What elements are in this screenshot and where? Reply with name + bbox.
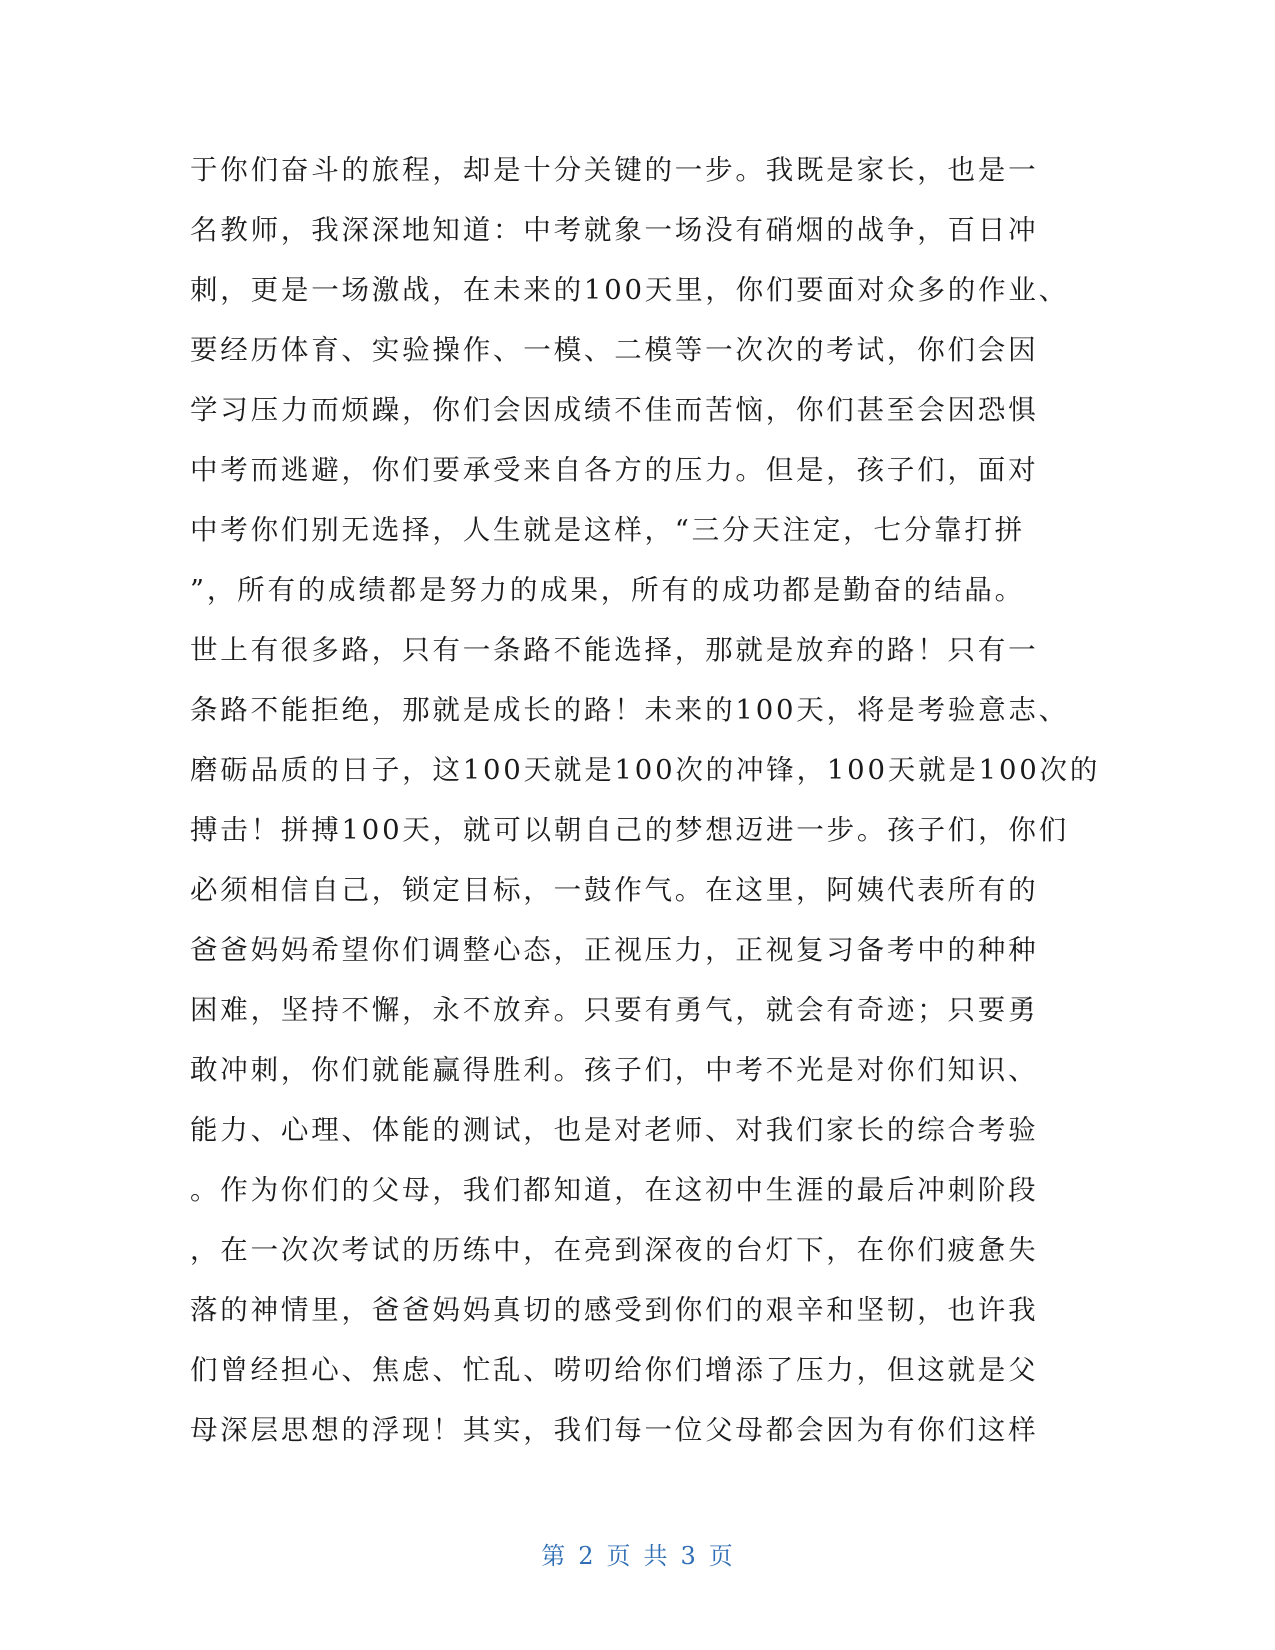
text-line-9: 世上有很多路，只有一条路不能选择，那就是放弃的路！只有一 xyxy=(190,634,1039,666)
text-line-11: 磨砺品质的日子，这100天就是100次的冲锋，100天就是100次的 xyxy=(190,754,1101,786)
text-line-12: 搏击！拼搏100天，就可以朝自己的梦想迈进一步。孩子们，你们 xyxy=(190,814,1069,846)
footer-suffix: 页 xyxy=(708,1542,734,1570)
text-line-19: ，在一次次考试的历练中，在亮到深夜的台灯下，在你们疲惫失 xyxy=(190,1234,1039,1266)
text-line-1: 于你们奋斗的旅程，却是十分关键的一步。我既是家长，也是一 xyxy=(190,154,1039,186)
text-line-20: 落的神情里，爸爸妈妈真切的感受到你们的艰辛和坚韧，也许我 xyxy=(190,1294,1039,1326)
text-line-6: 中考而逃避，你们要承受来自各方的压力。但是，孩子们，面对 xyxy=(190,454,1039,486)
text-line-21: 们曾经担心、焦虑、忙乱、唠叨给你们增添了压力，但这就是父 xyxy=(190,1354,1039,1386)
text-line-5: 学习压力而烦躁，你们会因成绩不佳而苦恼，你们甚至会因恐惧 xyxy=(190,394,1039,426)
text-line-10: 条路不能拒绝，那就是成长的路！未来的100天，将是考验意志、 xyxy=(190,694,1069,726)
text-line-7: 中考你们别无选择，人生就是这样，“三分天注定，七分靠打拼 xyxy=(190,514,1025,546)
text-line-4: 要经历体育、实验操作、一模、二模等一次次的考试，你们会因 xyxy=(190,334,1039,366)
footer-current-page: 2 xyxy=(578,1542,595,1570)
footer-total-pages: 3 xyxy=(680,1542,697,1570)
text-line-22: 母深层思想的浮现！其实，我们每一位父母都会因为有你们这样 xyxy=(190,1414,1039,1446)
text-line-16: 敢冲刺，你们就能赢得胜利。孩子们，中考不光是对你们知识、 xyxy=(190,1054,1039,1086)
text-line-13: 必须相信自己，锁定目标，一鼓作气。在这里，阿姨代表所有的 xyxy=(190,874,1039,906)
text-line-14: 爸爸妈妈希望你们调整心态，正视压力，正视复习备考中的种种 xyxy=(190,934,1039,966)
text-line-3: 刺，更是一场激战，在未来的100天里，你们要面对众多的作业、 xyxy=(190,274,1069,306)
footer-page-word: 页 xyxy=(606,1542,632,1570)
text-line-15: 困难，坚持不懈，永不放弃。只要有勇气，就会有奇迹；只要勇 xyxy=(190,994,1039,1026)
page-footer xyxy=(0,1536,1275,1571)
text-line-18: 。作为你们的父母，我们都知道，在这初中生涯的最后冲刺阶段 xyxy=(190,1174,1039,1206)
footer-total-word: 共 xyxy=(643,1542,669,1570)
text-line-2: 名教师，我深深地知道：中考就象一场没有硝烟的战争，百日冲 xyxy=(190,214,1039,246)
text-line-17: 能力、心理、体能的测试，也是对老师、对我们家长的综合考验 xyxy=(190,1114,1039,1146)
body-text xyxy=(190,140,1101,1460)
footer-prefix: 第 xyxy=(541,1542,567,1570)
text-line-8: ”，所有的成绩都是努力的成果，所有的成功都是勤奋的结晶。 xyxy=(190,574,1025,606)
